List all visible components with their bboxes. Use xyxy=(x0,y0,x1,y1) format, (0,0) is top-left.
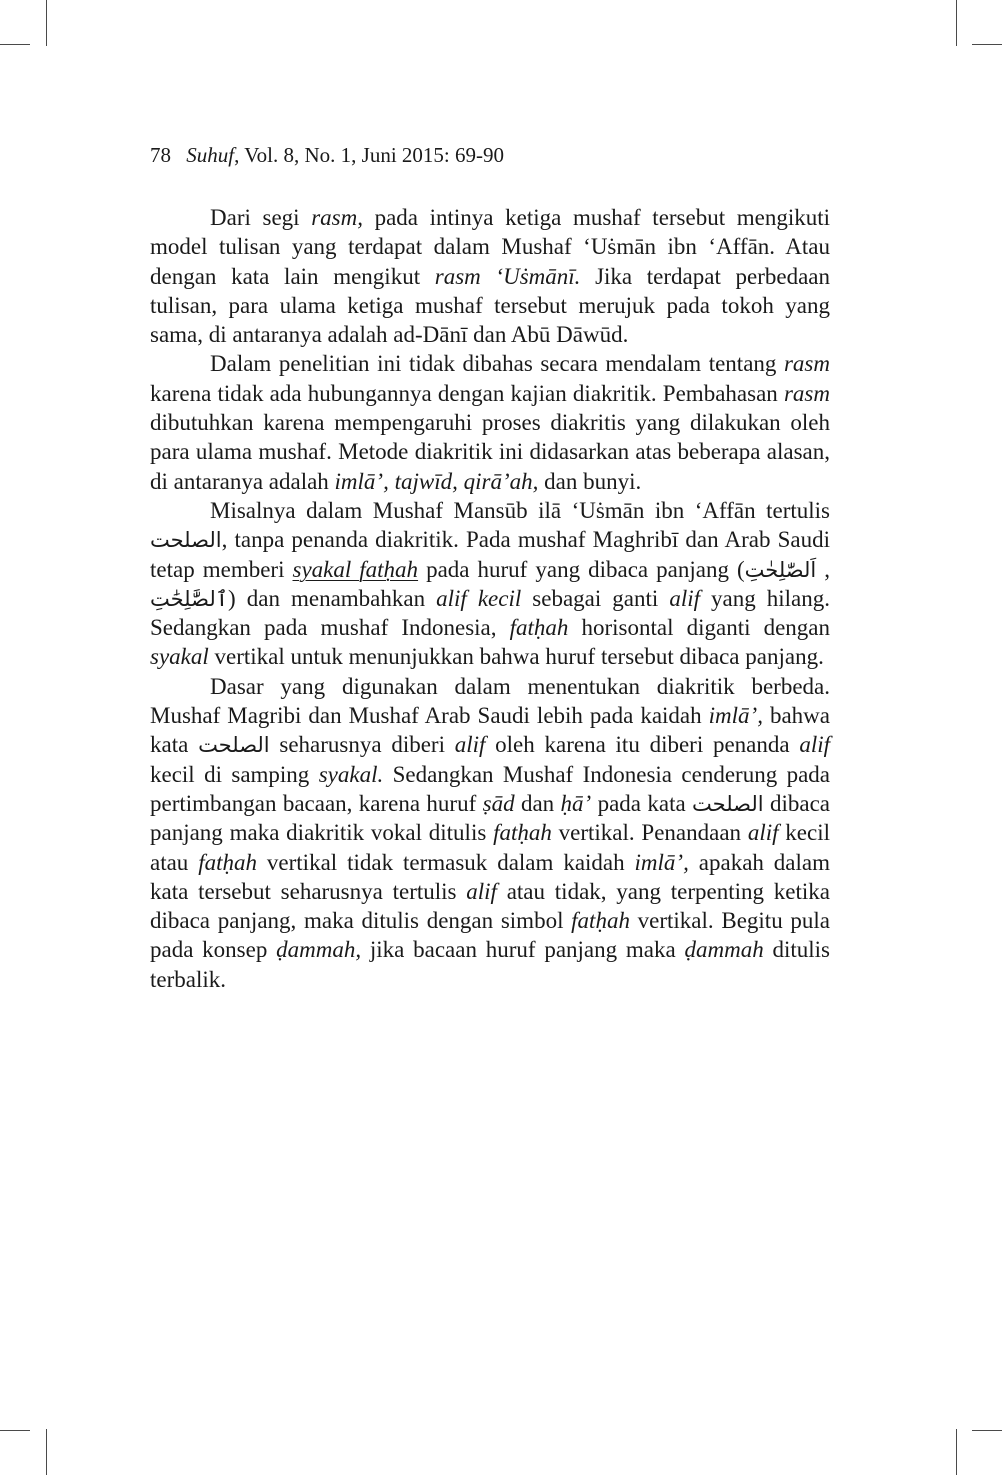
text-run: jika bacaan huruf panjang maka xyxy=(361,937,685,963)
text-run: Sedangkan Mushaf Indonesia cenderung pada pertimbangan bacaan, karena huruf xyxy=(150,761,831,816)
italic-term: fatḥah xyxy=(493,820,552,846)
text-run: dibaca panjang maka diakritik vokal ditulis xyxy=(150,790,830,846)
arabic-word: الصلحت xyxy=(692,791,764,816)
italic-term: alif xyxy=(466,878,497,904)
paragraph-3 xyxy=(150,496,830,672)
text-run: pada kata xyxy=(591,790,693,816)
text-run: vertikal. Begitu pula pada konsep xyxy=(150,908,830,963)
italic-term: rasm, xyxy=(311,205,363,230)
text-run: apakah dalam kata tersebut seharusnya tertulis xyxy=(150,849,831,904)
text-run: Dasar yang digunakan dalam menentukan diakritik berbeda. Mushaf Magribi dan Mushaf Arab Saudi lebih pada kaidah xyxy=(150,673,830,729)
italic-term: syakal. xyxy=(318,761,384,787)
page-number: 78 xyxy=(150,143,171,167)
text-run: vertikal tidak termasuk dalam kaidah xyxy=(257,849,635,875)
crop-mark xyxy=(972,1430,1002,1431)
text-run: Jika terdapat perbedaan tulisan, para ulama ketiga mushaf tersebut merujuk pada tokoh yang sama, di antaranya adalah ad-Dānī dan Abū Dāwūd. xyxy=(150,263,831,348)
paragraph-4 xyxy=(150,672,830,994)
paragraph-1 xyxy=(150,203,830,349)
text-run: Dari segi xyxy=(210,205,312,230)
text-run: karena tidak ada hubungannya dengan kajian diakritik. Pembahasan xyxy=(150,380,784,406)
text-run: vertikal untuk menunjukkan bahwa huruf tersebut dibaca panjang. xyxy=(208,644,824,670)
text-run: kecil di samping xyxy=(150,761,319,787)
italic-term: ṣād xyxy=(482,790,515,816)
italic-term: ḥā’ xyxy=(560,790,592,816)
italic-term: alif xyxy=(747,820,779,846)
text-run: ditulis terbalik. xyxy=(150,937,830,992)
text-run: dan bunyi. xyxy=(538,468,642,494)
text-run: pada huruf yang dibaca panjang ( xyxy=(418,556,745,582)
crop-mark xyxy=(956,1429,957,1475)
text-run: seharusnya diberi xyxy=(269,732,455,758)
text-run: Misalnya dalam Mushaf Mansūb ilā ‘Uṡmān ibn ‘Affān tertulis xyxy=(210,497,830,523)
italic-term: alif xyxy=(799,732,831,758)
paragraph-2 xyxy=(150,349,830,495)
italic-term: alif xyxy=(454,732,486,758)
journal-title: Suhuf xyxy=(186,143,235,167)
text-run: ) dan menambahkan xyxy=(228,585,437,611)
italic-term: fatḥah xyxy=(198,849,258,875)
arabic-word-variant: ٱلصَّٰلِحَٰتِ xyxy=(150,586,229,611)
crop-mark xyxy=(46,0,47,46)
arabic-word: الصلحت xyxy=(150,528,222,553)
text-run: vertikal. Penandaan xyxy=(551,820,748,846)
italic-term: ḍammah, xyxy=(276,937,362,963)
italic-term: alif xyxy=(669,585,700,611)
text-run: horisontal diganti dengan xyxy=(568,615,830,641)
text-run: oleh karena itu diberi penanda xyxy=(485,732,800,758)
text-run: dibutuhkan karena mempengaruhi proses diakritis yang dilakukan oleh para ulama mushaf. Metode diakritik ini didasarkan atas beberapa alasan, di antaranya adalah xyxy=(150,410,830,494)
italic-term: syakal fatḥah xyxy=(292,556,419,582)
text-run: , xyxy=(816,556,830,582)
italic-term: syakal xyxy=(150,644,209,670)
text-run: , tanpa penanda diakritik. Pada mushaf Maghribī dan Arab Saudi tetap memberi xyxy=(150,527,830,582)
text-run: Dalam penelitian ini tidak dibahas secara mendalam tentang xyxy=(210,351,784,377)
text-run: pada intinya ketiga mushaf tersebut mengikuti model tulisan yang terdapat dalam Mushaf ‘Uṡmān ibn ‘Affān. Atau dengan kata lain mengikut xyxy=(150,205,831,289)
text-run: dan xyxy=(514,790,561,816)
arabic-word: الصلحت xyxy=(198,733,270,758)
italic-term: rasm xyxy=(783,380,830,406)
running-header xyxy=(150,142,504,168)
text-run: atau tidak, yang terpenting ketika dibaca panjang, maka ditulis dengan simbol xyxy=(150,878,830,934)
italic-term: imlā’, tajwīd, qirā’ah, xyxy=(334,468,539,494)
italic-term: rasm ‘Uṡmānī. xyxy=(434,263,581,289)
crop-mark xyxy=(956,0,957,46)
italic-term: imlā’, xyxy=(708,703,763,729)
italic-term: fatḥah xyxy=(509,615,569,641)
journal-issue: , Vol. 8, No. 1, Juni 2015: 69-90 xyxy=(234,143,505,167)
body-text xyxy=(150,203,830,994)
crop-mark xyxy=(46,1429,47,1475)
italic-term: imlā’, xyxy=(634,849,689,875)
italic-term: fatḥah xyxy=(571,908,630,934)
text-run: yang hilang. Sedangkan pada mushaf Indonesia, xyxy=(150,585,830,641)
text-run: bahwa kata xyxy=(150,703,830,758)
text-run: sebagai ganti xyxy=(521,585,670,611)
italic-term: rasm xyxy=(783,351,830,377)
crop-mark xyxy=(0,44,30,45)
arabic-word-variant: اَلصّٰلِحٰتِ xyxy=(744,557,817,582)
crop-mark xyxy=(0,1430,30,1431)
text-run: kecil atau xyxy=(150,820,830,875)
italic-term: alif kecil xyxy=(436,585,522,611)
crop-mark xyxy=(972,44,1002,45)
italic-term: ḍammah xyxy=(684,937,764,963)
